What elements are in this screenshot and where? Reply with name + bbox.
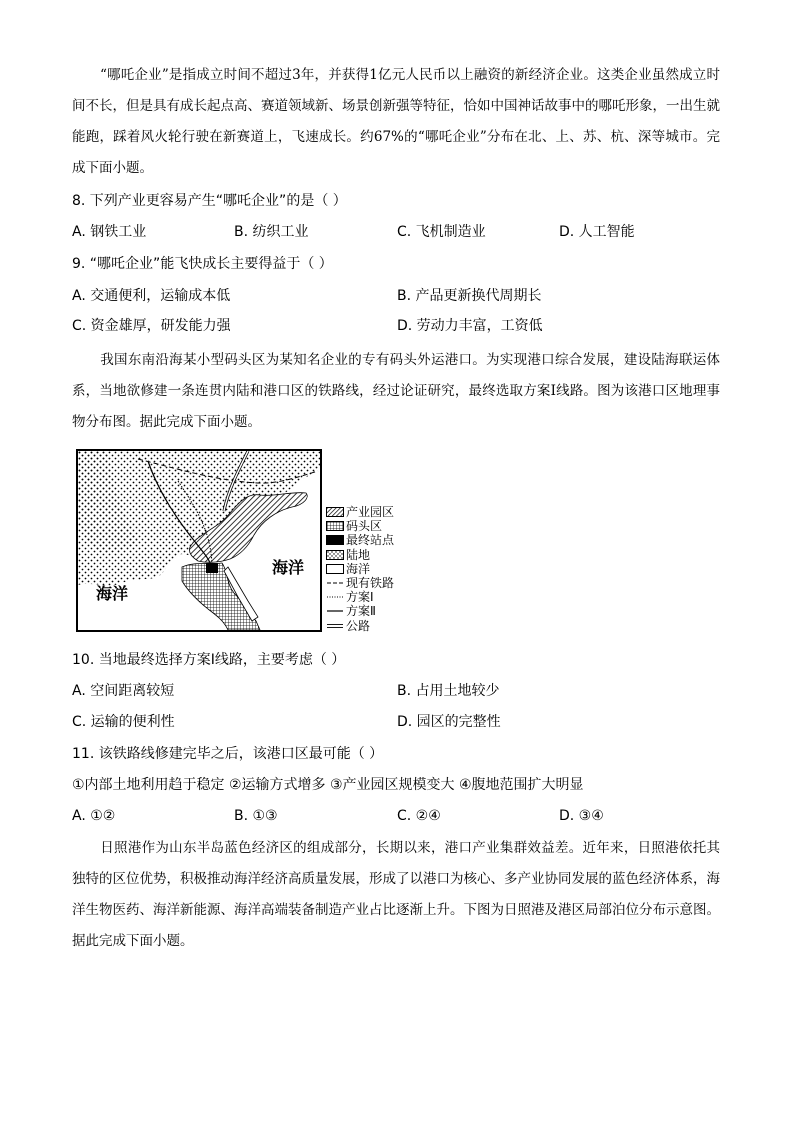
legend-sea [326,562,394,576]
legend-final-station [326,533,394,547]
legend-label-scheme-1: 方案Ⅰ [346,590,374,605]
passage-nezha-text: “哪吒企业”是指成立时间不超过3年，并获得1亿元人民币以上融资的新经济企业。这类企业虽然成立时间不长，但是具有成长起点高、赛道领域新、场景创新强等特征，恰如中国神话故事中的哪吒形象，一出生就能跑，踩着风火轮行驶在新赛道上，飞速成长。约67%的“哪吒企业”分布在北、上、苏、杭、深等城市。完成下面小题。 [72,67,720,176]
map-legend [326,505,394,633]
legend-dotted-line [326,592,344,602]
q10-option-c[interactable]: C. 运输的便利性 [72,714,175,730]
q9-option-c[interactable]: C. 资金雄厚，研发能力强 [72,318,231,334]
sea-label-right: 海洋 [272,558,305,577]
legend-land [326,548,394,562]
q11-stem: 11. 该铁路线修建完毕之后，该港口区最可能（ ） [72,746,384,762]
q9-option-d[interactable]: D. 劳动力丰富，工资低 [397,318,543,334]
q11-statements: ①内部土地利用趋于稳定 ②运输方式增多 ③产业园区规模变大 ④腹地范围扩大明显 [72,777,584,793]
legend-label-existing-railway: 现有铁路 [346,575,395,590]
legend-swatch-dots [326,550,344,560]
legend-label-port-area: 码头区 [346,519,383,534]
legend-label-industrial-park: 产业园区 [346,505,395,519]
sea-label-left: 海洋 [96,584,129,603]
q8-option-c[interactable]: C. 飞机制造业 [397,224,486,240]
passage-rizhao [72,833,720,957]
legend-port-area [326,519,394,533]
legend-scheme-1 [326,590,394,604]
legend-double-line [326,621,344,631]
legend-label-scheme-2: 方案Ⅱ [346,604,376,619]
port-map [76,449,322,632]
legend-label-land: 陆地 [346,547,371,562]
passage-port-text: 我国东南沿海某小型码头区为某知名企业的专有码头外运港口。为实现港口综合发展，建设陆海联运体系，当地欲修建一条连贯内陆和港口区的铁路线，经过论证研究，最终选取方案Ⅰ线路。图为该港口区地理事物分布图。据此完成下面小题。 [72,352,720,430]
legend-dashed-line [326,578,344,588]
legend-swatch-black [326,535,344,545]
q9-option-b[interactable]: B. 产品更新换代周期长 [397,288,542,304]
q9-option-a[interactable]: A. 交通便利，运输成本低 [72,288,231,304]
q11-option-a[interactable]: A. ①② [72,808,116,824]
legend-label-sea: 海洋 [346,561,371,576]
q8-option-d[interactable]: D. 人工智能 [559,224,635,240]
q8-stem: 8. 下列产业更容易产生“哪吒企业”的是（ ） [72,193,347,209]
q8-option-a[interactable]: A. 钢铁工业 [72,224,147,240]
q8-option-b[interactable]: B. 纺织工业 [234,224,309,240]
q10-option-a[interactable]: A. 空间距离较短 [72,683,175,699]
q11-option-d[interactable]: D. ③④ [559,808,604,824]
legend-swatch-grid [326,521,344,531]
q10-stem: 10. 当地最终选择方案Ⅰ线路，主要考虑（ ） [72,652,346,668]
q9-stem: 9. “哪吒企业”能飞快成长主要得益于（ ） [72,256,333,272]
legend-highway [326,619,394,633]
final-station [206,563,218,573]
legend-label-final-station: 最终站点 [346,533,395,548]
legend-swatch-white [326,564,344,574]
legend-existing-railway [326,576,394,590]
legend-label-highway: 公路 [346,618,371,633]
q10-option-b[interactable]: B. 占用土地较少 [397,683,500,699]
legend-scheme-2 [326,604,394,618]
q10-option-d[interactable]: D. 园区的完整性 [397,714,501,730]
legend-solid-line [326,606,344,616]
legend-swatch-hatch [326,507,344,517]
legend-industrial-park [326,505,394,519]
passage-nezha [72,60,720,184]
passage-port [72,345,720,438]
q11-option-b[interactable]: B. ①③ [234,808,278,824]
passage-rizhao-text: 日照港作为山东半岛蓝色经济区的组成部分，长期以来，港口产业集群效益差。近年来，日照港依托其独特的区位优势，积极推动海洋经济高质量发展，形成了以港口为核心、多产业协同发展的蓝色经济体系，海洋生物医药、海洋新能源、海洋高端装备制造产业占比逐渐上升。下图为日照港及港区局部泊位分布示意图。据此完成下面小题。 [72,840,720,949]
q11-option-c[interactable]: C. ②④ [397,808,441,824]
